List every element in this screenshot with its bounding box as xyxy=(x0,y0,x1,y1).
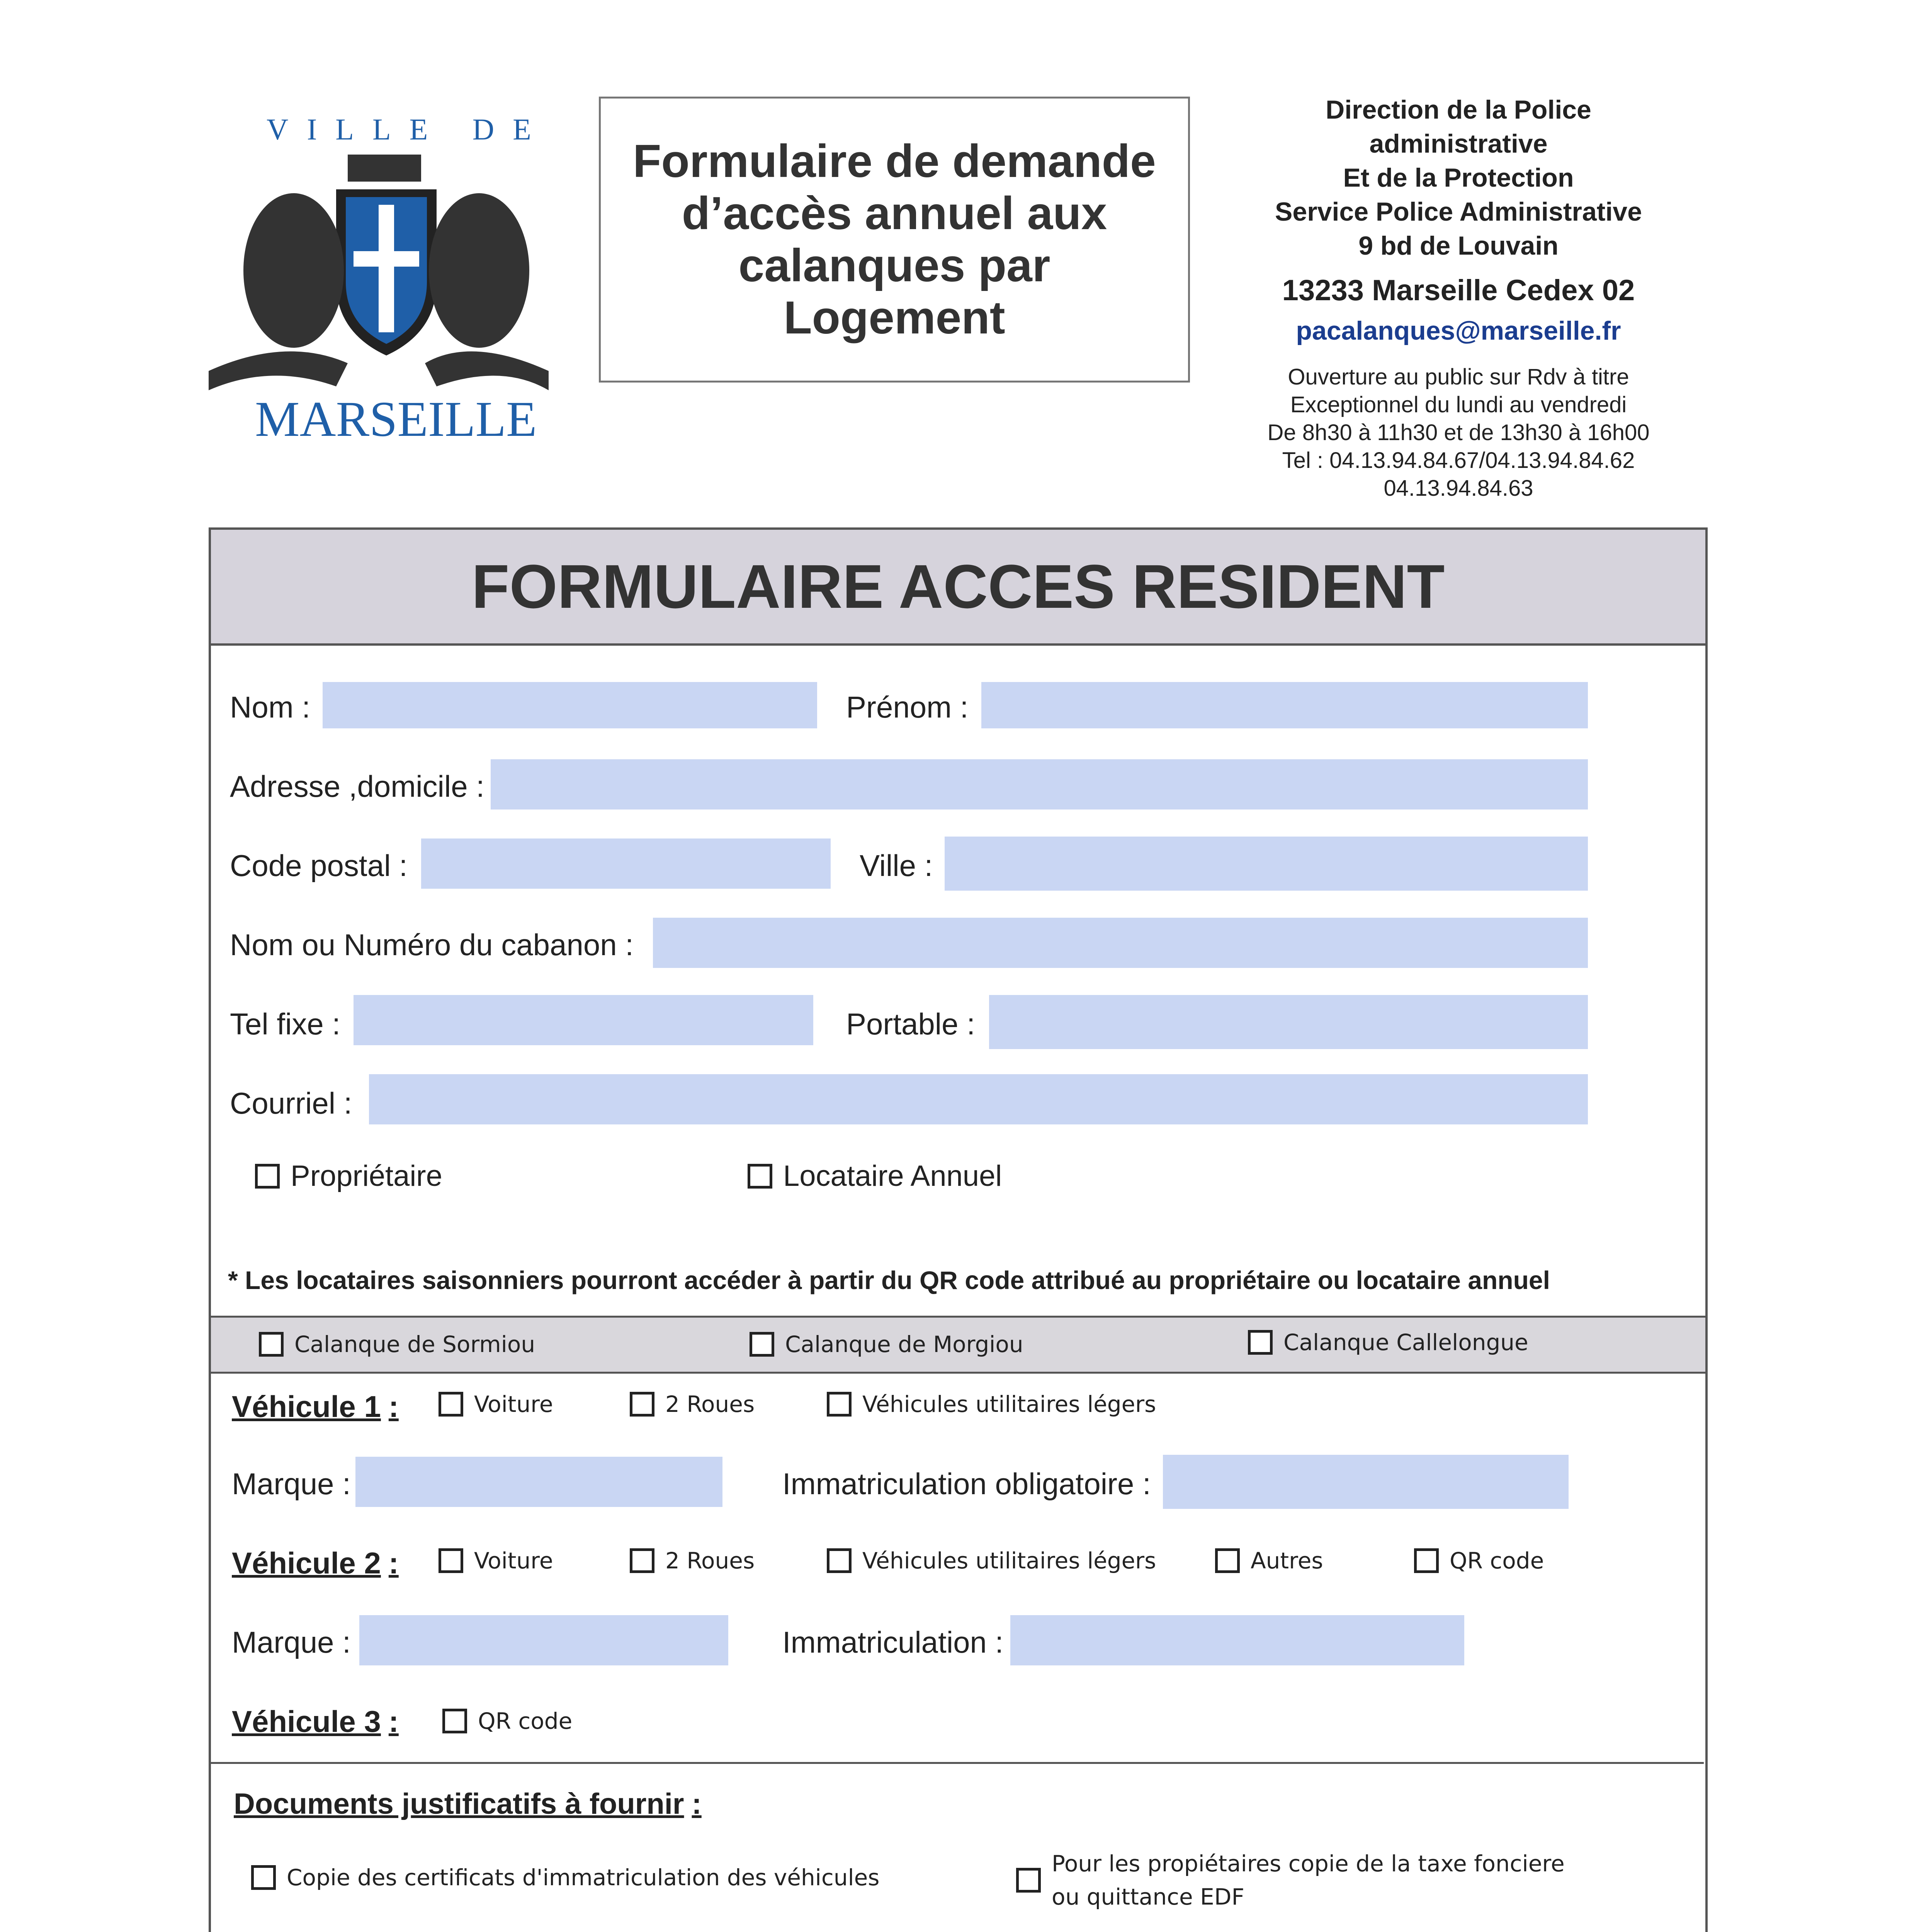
prenom-input[interactable] xyxy=(981,682,1588,728)
adresse-input[interactable] xyxy=(491,759,1588,810)
vehicle-3-option[interactable] xyxy=(442,1708,572,1734)
locataire-option[interactable] xyxy=(748,1159,1002,1193)
proprietaire-checkbox[interactable] xyxy=(255,1164,280,1189)
vehicle-2-option[interactable] xyxy=(439,1548,553,1574)
phone-line: 04.13.94.84.63 xyxy=(1384,476,1533,501)
direction-email[interactable]: pacalanques@marseille.fr xyxy=(1296,316,1621,345)
direction-address: 13233 Marseille Cedex 02 xyxy=(1282,274,1635,307)
tel-fixe-input[interactable] xyxy=(354,995,813,1045)
vehicle-2-title: Véhicule 2 : xyxy=(232,1546,399,1580)
calanque-option[interactable] xyxy=(750,1331,1023,1357)
vehicle-2-option[interactable] xyxy=(630,1548,755,1574)
document-item[interactable] xyxy=(251,1864,879,1891)
hours-line: De 8h30 à 11h30 et de 13h30 à 16h00 xyxy=(1267,420,1650,445)
vehicle-1-option[interactable] xyxy=(439,1391,553,1417)
direction-block xyxy=(1217,93,1700,502)
vehicle-2-checkbox[interactable] xyxy=(439,1548,463,1573)
portable-input[interactable] xyxy=(989,995,1588,1049)
document-label: Pour les propiétaires copie de la taxe fonciere ou quittance EDF xyxy=(1052,1850,1565,1910)
locataire-checkbox[interactable] xyxy=(748,1164,772,1189)
calanque-label: Calanque de Morgiou xyxy=(785,1331,1023,1357)
vehicle-1-option-label: Voiture xyxy=(474,1391,553,1417)
documents-title-text: Documents justificatifs à fournir xyxy=(234,1787,684,1820)
vehicle-2-marque-input[interactable] xyxy=(359,1615,728,1665)
vehicle-1-marque-label: Marque : xyxy=(232,1467,351,1501)
code-postal-input[interactable] xyxy=(421,838,831,889)
vehicle-1-option-label: 2 Roues xyxy=(665,1391,755,1417)
coat-of-arms-icon xyxy=(209,155,549,394)
vehicle-2-immat-input[interactable] xyxy=(1010,1615,1464,1665)
calanque-checkbox[interactable] xyxy=(259,1332,284,1357)
document-checkbox[interactable] xyxy=(251,1865,276,1890)
vehicle-3-title: Véhicule 3 : xyxy=(232,1704,399,1738)
vehicle-1-immat-label: Immatriculation obligatoire : xyxy=(782,1467,1151,1501)
adresse-label: Adresse ,domicile : xyxy=(230,769,484,803)
form-title-box xyxy=(599,97,1190,383)
document-item[interactable] xyxy=(1016,1847,1593,1913)
vehicle-1-immat-input[interactable] xyxy=(1163,1455,1569,1509)
vehicle-2-option-label: Autres xyxy=(1251,1548,1323,1574)
vehicle-1-checkbox[interactable] xyxy=(630,1392,654,1417)
courriel-label: Courriel : xyxy=(230,1086,352,1120)
hours-line: Ouverture au public sur Rdv à titre xyxy=(1288,364,1629,389)
vehicle-1-option[interactable] xyxy=(827,1391,1156,1417)
vehicle-3-title-text: Véhicule 3 xyxy=(232,1704,381,1738)
tel-fixe-label: Tel fixe : xyxy=(230,1007,341,1041)
hours-line: Exceptionnel du lundi au vendredi xyxy=(1290,392,1627,417)
direction-line: Direction de la Police xyxy=(1326,95,1591,124)
calanque-label: Calanque de Sormiou xyxy=(294,1331,535,1357)
vehicle-2-title-text: Véhicule 2 xyxy=(232,1546,381,1580)
vehicle-1-checkbox[interactable] xyxy=(439,1392,463,1417)
direction-line: Service Police Administrative xyxy=(1275,197,1642,226)
direction-line: administrative xyxy=(1369,129,1548,158)
vehicle-2-option[interactable] xyxy=(1215,1548,1323,1574)
vehicle-1-option[interactable] xyxy=(630,1391,755,1417)
vehicle-2-option-label: Véhicules utilitaires légers xyxy=(862,1548,1156,1574)
vehicle-3-checkbox[interactable] xyxy=(442,1709,467,1733)
locataire-label: Locataire Annuel xyxy=(783,1160,1002,1192)
prenom-label: Prénom : xyxy=(846,690,969,724)
vehicle-2-option-label: 2 Roues xyxy=(665,1548,755,1574)
logo-city: MARSEILLE xyxy=(255,391,537,447)
ville-label: Ville : xyxy=(860,849,933,883)
code-postal-label: Code postal : xyxy=(230,849,408,883)
document-checkbox[interactable] xyxy=(1016,1868,1041,1893)
vehicle-1-marque-input[interactable] xyxy=(355,1457,722,1507)
vehicle-2-checkbox[interactable] xyxy=(827,1548,852,1573)
vehicle-2-option[interactable] xyxy=(1414,1548,1544,1574)
form-banner xyxy=(211,530,1705,646)
portable-label: Portable : xyxy=(846,1007,975,1041)
banner-title: FORMULAIRE ACCES RESIDENT xyxy=(471,552,1445,621)
note-saisonniers: * Les locataires saisonniers pourront accéder à partir du QR code attribué au propriétaire ou locataire annuel xyxy=(228,1266,1550,1294)
form-title: Formulaire de demande d’accès annuel aux calanques par Logement xyxy=(633,135,1156,344)
vehicle-2-checkbox[interactable] xyxy=(1215,1548,1240,1573)
vehicle-1-title: Véhicule 1 : xyxy=(232,1389,399,1423)
logo-ville-de: VILLE DE xyxy=(267,112,550,146)
logo xyxy=(209,112,549,460)
vehicle-2-option-label: Voiture xyxy=(474,1548,553,1574)
vehicle-1-option-label: Véhicules utilitaires légers xyxy=(862,1391,1156,1417)
document-label: Copie des certificats d'immatriculation des véhicules xyxy=(287,1864,880,1891)
vehicle-2-checkbox[interactable] xyxy=(1414,1548,1439,1573)
nom-input[interactable] xyxy=(323,682,817,728)
calanque-option[interactable] xyxy=(1248,1329,1528,1355)
vehicle-2-option[interactable] xyxy=(827,1548,1156,1574)
vehicle-3-option-label: QR code xyxy=(478,1708,573,1734)
vehicle-2-option-label: QR code xyxy=(1450,1548,1544,1574)
ville-input[interactable] xyxy=(945,837,1588,891)
calanque-label: Calanque Callelongue xyxy=(1283,1329,1528,1355)
cabanon-input[interactable] xyxy=(653,918,1588,968)
form-frame xyxy=(209,527,1708,1932)
direction-line: Et de la Protection xyxy=(1343,163,1574,192)
cabanon-label: Nom ou Numéro du cabanon : xyxy=(230,928,634,962)
proprietaire-option[interactable] xyxy=(255,1159,442,1193)
proprietaire-label: Propriétaire xyxy=(291,1160,442,1192)
vehicle-1-checkbox[interactable] xyxy=(827,1392,852,1417)
nom-label: Nom : xyxy=(230,690,311,724)
documents-title: Documents justificatifs à fournir : xyxy=(234,1787,702,1820)
phone-line: Tel : 04.13.94.84.67/04.13.94.84.62 xyxy=(1282,448,1635,473)
vehicle-1-title-text: Véhicule 1 xyxy=(232,1389,381,1423)
calanque-checkbox[interactable] xyxy=(1248,1330,1273,1355)
direction-line: 9 bd de Louvain xyxy=(1358,231,1559,260)
vehicle-2-marque-label: Marque : xyxy=(232,1625,351,1659)
vehicle-2-immat-label: Immatriculation : xyxy=(782,1625,1004,1659)
calanque-option[interactable] xyxy=(259,1331,535,1357)
vehicle-2-checkbox[interactable] xyxy=(630,1548,654,1573)
calanque-checkbox[interactable] xyxy=(750,1332,774,1357)
section-divider xyxy=(209,1762,1704,1764)
courriel-input[interactable] xyxy=(369,1074,1588,1124)
